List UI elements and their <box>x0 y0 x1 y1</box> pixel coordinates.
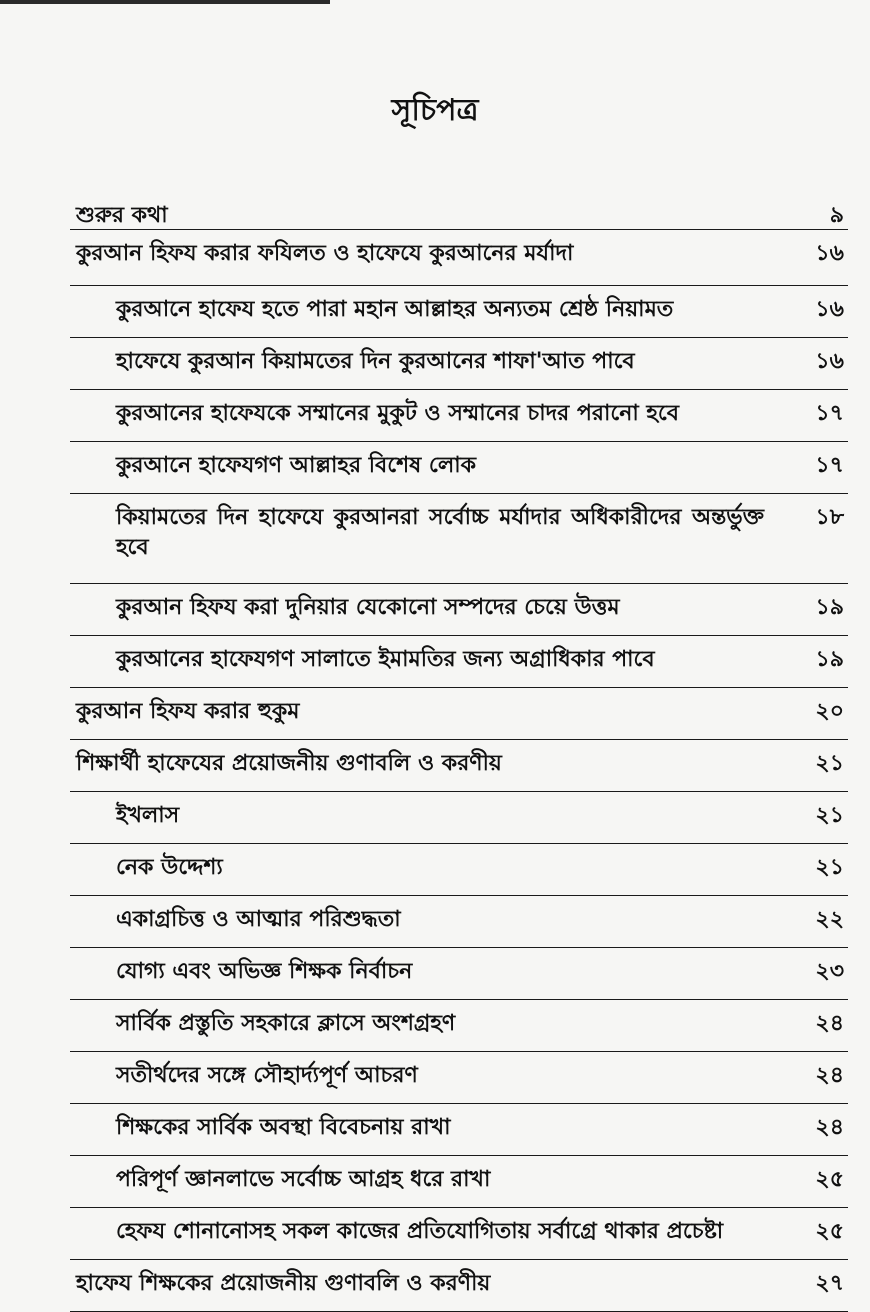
toc-entry <box>70 688 848 740</box>
toc-entry-title: শিক্ষার্থী হাফেযের প্রয়োজনীয় গুণাবলি ও করণীয় <box>76 751 502 776</box>
toc-entry <box>70 636 848 688</box>
toc-entry-title: হাফেযে কুরআন কিয়ামতের দিন কুরআনের শাফা'আত পাবে <box>116 349 635 374</box>
toc-entry-title: কুরআনে হাফেযগণ আল্লাহর বিশেষ লোক <box>116 453 476 478</box>
toc-entry-title: কুরআনে হাফেয হতে পারা মহান আল্লাহর অন্যতম শ্রেষ্ঠ নিয়ামত <box>116 297 674 322</box>
page-title: সূচিপত্র <box>391 93 479 128</box>
toc-entry <box>70 740 848 792</box>
toc-entry-title: নেক উদ্দেশ্য <box>116 855 223 880</box>
toc-entry-page-number: ১৮ <box>815 505 844 530</box>
toc-entry-page-number: ১৭ <box>815 401 844 426</box>
toc-entry-page-number: ১৭ <box>815 453 844 478</box>
toc-entry-page-number: ১৯ <box>815 647 844 672</box>
toc-entry-page-number: ২৪ <box>815 1115 844 1140</box>
toc-entry-title: সার্বিক প্রস্তুতি সহকারে ক্লাসে অংশগ্রহণ <box>116 1011 456 1036</box>
toc-entry-page-number: ৯ <box>829 203 844 228</box>
toc-entry-title: কিয়ামতের দিন হাফেযে কুরআনরা সর্বোচ্চ মর্যাদার অধিকারীদের অন্তর্ভুক্ত হবে <box>116 505 764 560</box>
toc-entry-title: শিক্ষকের সার্বিক অবস্থা বিবেচনায় রাখা <box>116 1115 451 1140</box>
toc-entry <box>70 1260 848 1312</box>
toc-entry <box>70 494 848 584</box>
toc-entry <box>70 584 848 636</box>
toc-entry <box>70 230 848 286</box>
toc-entry-page-number: ২৪ <box>815 1011 844 1036</box>
toc-entry-title: ইখলাস <box>116 803 180 828</box>
toc-entry-title: সতীর্থদের সঙ্গে সৌহার্দ্যপূর্ণ আচরণ <box>116 1063 418 1088</box>
toc-entry <box>70 1052 848 1104</box>
toc-entry <box>70 1156 848 1208</box>
toc-entry <box>70 1000 848 1052</box>
toc-entry <box>70 1208 848 1260</box>
page-edge-shadow <box>0 0 330 4</box>
toc-entry <box>70 948 848 1000</box>
toc-entry-title: যোগ্য এবং অভিজ্ঞ শিক্ষক নির্বাচন <box>116 959 413 984</box>
toc-entry-page-number: ২৫ <box>815 1219 844 1244</box>
toc-entry-page-number: ২১ <box>815 803 844 828</box>
toc-entry-page-number: ১৬ <box>815 297 844 322</box>
toc-entry-page-number: ১৬ <box>815 349 844 374</box>
toc-entry-title: হাফেয শিক্ষকের প্রয়োজনীয় গুণাবলি ও করণীয় <box>76 1271 491 1296</box>
toc-entry-title: কুরআনের হাফেযকে সম্মানের মুকুট ও সম্মানের চাদর পরানো হবে <box>116 401 680 426</box>
toc-entry-title: শুরুর কথা <box>76 203 168 228</box>
toc-entry-page-number: ২৪ <box>815 1063 844 1088</box>
toc-entry <box>70 286 848 338</box>
toc-entry-page-number: ২১ <box>815 751 844 776</box>
toc-entry-page-number: ২৩ <box>815 959 844 984</box>
toc-entry-page-number: ১৯ <box>815 595 844 620</box>
toc-entry-title: কুরআন হিফয করার হুকুম <box>76 699 300 724</box>
toc-entry-title: একাগ্রচিত্ত ও আত্মার পরিশুদ্ধতা <box>116 907 401 932</box>
toc-entry <box>70 192 848 230</box>
toc-entry-page-number: ২৭ <box>815 1271 844 1296</box>
toc-entry-page-number: ২০ <box>815 699 844 724</box>
toc-entry <box>70 1104 848 1156</box>
toc-entry <box>70 390 848 442</box>
toc-entry-page-number: ২২ <box>815 907 844 932</box>
toc-entry-title: পরিপূর্ণ জ্ঞানলাভে সর্বোচ্চ আগ্রহ ধরে রাখা <box>116 1167 491 1192</box>
table-of-contents <box>70 192 848 1312</box>
toc-entry-title: কুরআন হিফয করার ফযিলত ও হাফেযে কুরআনের মর্যাদা <box>76 241 574 266</box>
toc-entry-title: হেফয শোনানোসহ সকল কাজের প্রতিযোগিতায় সর্বাগ্রে থাকার প্রচেষ্টা <box>116 1219 724 1244</box>
toc-entry <box>70 442 848 494</box>
toc-entry-page-number: ২৫ <box>815 1167 844 1192</box>
toc-entry <box>70 792 848 844</box>
toc-entry-page-number: ১৬ <box>815 241 844 266</box>
toc-entry-title: কুরআন হিফয করা দুনিয়ার যেকোনো সম্পদের চেয়ে উত্তম <box>116 595 620 620</box>
toc-entry <box>70 844 848 896</box>
toc-entry-page-number: ২১ <box>815 855 844 880</box>
toc-entry <box>70 338 848 390</box>
toc-entry <box>70 896 848 948</box>
toc-entry-title: কুরআনের হাফেযগণ সালাতে ইমামতির জন্য অগ্রাধিকার পাবে <box>116 647 655 672</box>
